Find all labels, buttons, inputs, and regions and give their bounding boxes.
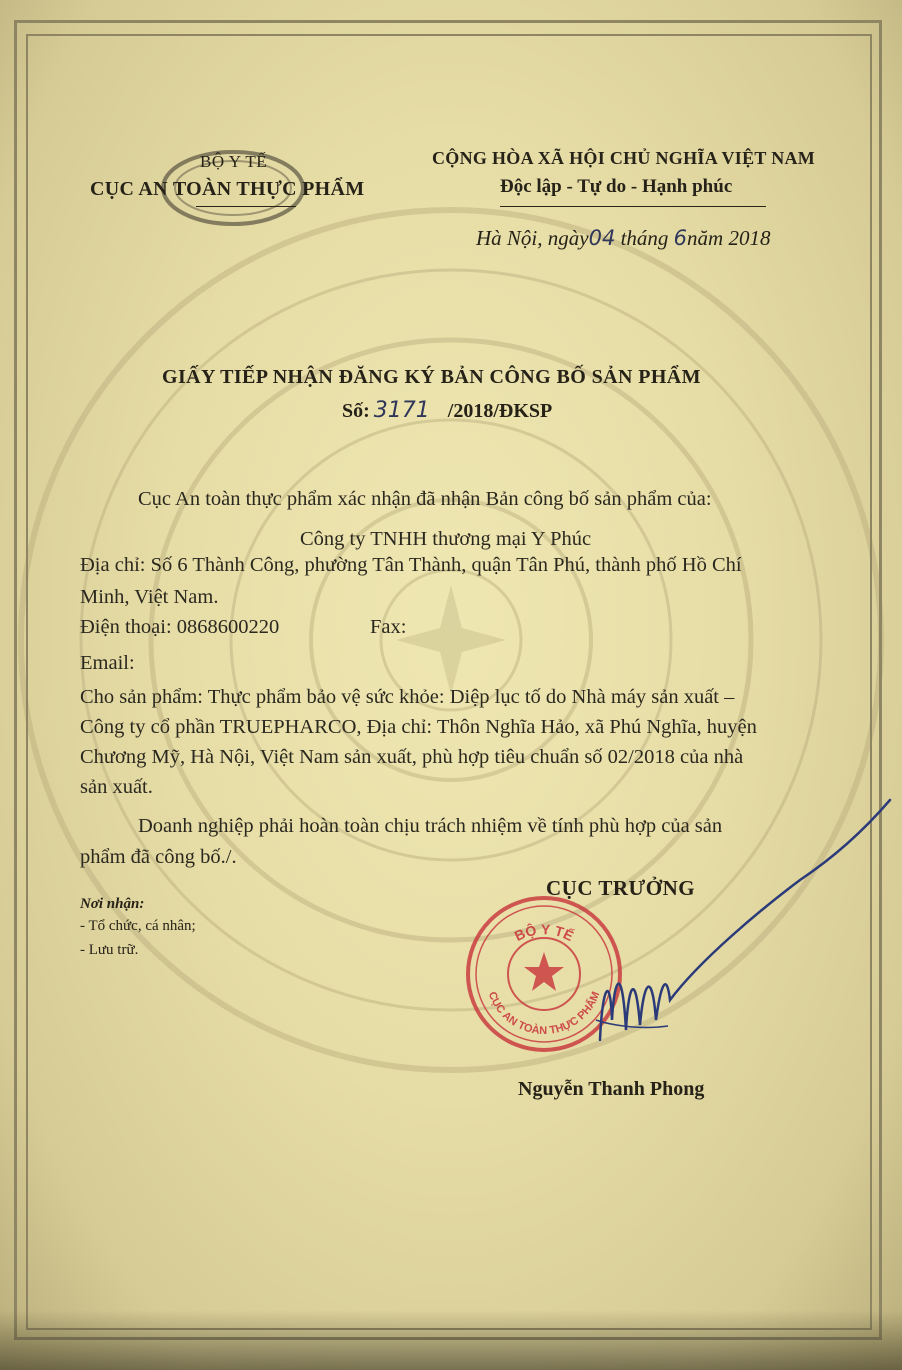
product-line-4: sản xuất. — [80, 776, 153, 798]
header-right-underline — [500, 206, 766, 207]
document-number — [342, 398, 552, 423]
phone-number: Điện thoại: 0868600220 — [80, 616, 280, 638]
recipient-item: - Lưu trữ. — [80, 942, 139, 958]
number-handwritten: 3171 — [373, 398, 430, 423]
number-suffix: /2018/ĐKSP — [447, 400, 553, 422]
address-line-1: Địa chỉ: Số 6 Thành Công, phường Tân Thành, quận Tân Phú, thành phố Hồ Chí — [80, 554, 742, 576]
address-line-2: Minh, Việt Nam. — [80, 586, 219, 608]
ministry-name: BỘ Y TẾ — [200, 152, 268, 171]
national-motto: Độc lập - Tự do - Hạnh phúc — [500, 176, 733, 197]
date-month: 6 — [673, 226, 688, 250]
email-label: Email: — [80, 652, 135, 674]
product-line-1: Cho sản phẩm: Thực phẩm bảo vệ sức khỏe: Diệp lục tố do Nhà máy sản xuất – — [80, 686, 735, 708]
country-name: CỘNG HÒA XÃ HỘI CHỦ NGHĨA VIỆT NAM — [432, 148, 816, 168]
date-month-label: tháng — [620, 226, 669, 250]
date-day: 04 — [588, 226, 616, 250]
product-line-3: Chương Mỹ, Hà Nội, Việt Nam sản xuất, phù hợp tiêu chuẩn số 02/2018 của nhà — [80, 746, 744, 768]
recipient-item: - Tổ chức, cá nhân; — [80, 918, 196, 934]
responsibility-line-2: phẩm đã công bố./. — [80, 846, 237, 868]
signer-name: Nguyễn Thanh Phong — [518, 1078, 705, 1100]
intro-text: Cục An toàn thực phẩm xác nhận đã nhận Bản công bố sản phẩm của: — [138, 488, 712, 510]
signature-scribble — [540, 790, 900, 1060]
recipients-title: Nơi nhận: — [80, 896, 145, 912]
header-left-underline — [196, 206, 296, 207]
issue-date — [476, 226, 770, 251]
product-line-2: Công ty cổ phần TRUEPHARCO, Địa chỉ: Thôn Nghĩa Hảo, xã Phú Nghĩa, huyện — [80, 716, 757, 738]
stamp-text-top: BỘ Y TẾ — [511, 921, 577, 945]
responsibility-line-1: Doanh nghiệp phải hoàn toàn chịu trách nhiệm về tính phù hợp của sản — [138, 815, 723, 837]
date-prefix: Hà Nội, ngày — [476, 226, 589, 250]
stamp-text-bottom: CỤC AN TOÀN THỰC PHẨM — [485, 990, 603, 1038]
company-name: Công ty TNHH thương mại Y Phúc — [300, 528, 592, 550]
document-title: GIẤY TIẾP NHẬN ĐĂNG KÝ BẢN CÔNG BỐ SẢN PHẨM — [162, 366, 701, 388]
signer-position: CỤC TRƯỞNG — [546, 876, 696, 900]
number-label: Số: — [342, 400, 370, 422]
agency-name: CỤC AN TOÀN THỰC PHẨM — [90, 178, 365, 200]
date-year: năm 2018 — [687, 226, 771, 250]
fax-label: Fax: — [370, 616, 407, 638]
